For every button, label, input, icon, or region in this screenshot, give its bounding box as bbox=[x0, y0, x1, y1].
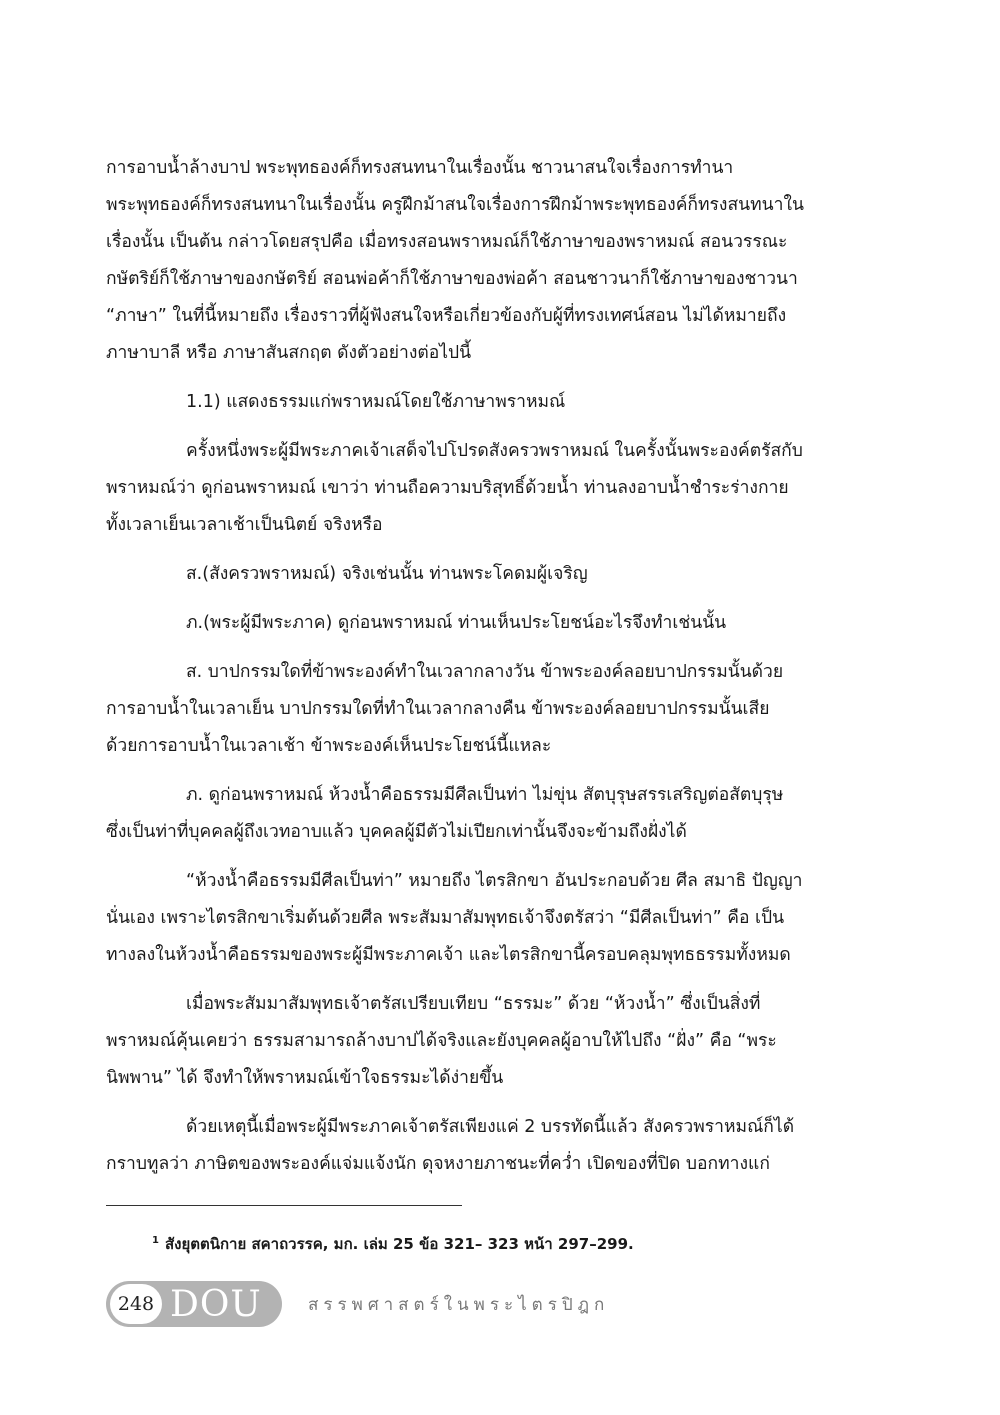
text-line: เรื่องนั้น เป็นต้น กล่าวโดยสรุปคือ เมื่อทรงสอนพราหมณ์ก็ใช้ภาษาของพราหมณ์ สอนวรรณะ bbox=[106, 232, 788, 252]
footnote-divider bbox=[106, 1205, 462, 1206]
text-line: กษัตริย์ก็ใช้ภาษาของกษัตริย์ สอนพ่อค้าก็ใช้ภาษาของพ่อค้า สอนชาวนาก็ใช้ภาษาของชาวนา bbox=[106, 269, 798, 289]
text-line: การอาบน้ำล้างบาป พระพุทธองค์ก็ทรงสนทนาในเรื่องนั้น ชาวนาสนใจเรื่องการทำนา bbox=[106, 158, 734, 178]
text-line: 1.1) แสดงธรรมแก่พราหมณ์โดยใช้ภาษาพราหมณ์ bbox=[186, 392, 566, 412]
text-line: เมื่อพระสัมมาสัมพุทธเจ้าตรัสเปรียบเทียบ “ธรรมะ” ด้วย “ห้วงน้ำ” ซึ่งเป็นสิ่งที่ bbox=[186, 994, 761, 1014]
text-line: การอาบน้ำในเวลาเย็น บาปกรรมใดที่ทำในเวลากลางคืน ข้าพระองค์ลอยบาปกรรมนั้นเสีย bbox=[106, 699, 770, 719]
text-line: ส. บาปกรรมใดที่ข้าพระองค์ทำในเวลากลางวัน ข้าพระองค์ลอยบาปกรรมนั้นด้วย bbox=[186, 662, 784, 682]
footnote-text: สังยุตตนิกาย สคาถวรรค, มก. เล่ม 25 ข้อ 321– 323 หน้า 297–299. bbox=[164, 1235, 634, 1253]
text-line: ทางลงในห้วงน้ำคือธรรมของพระผู้มีพระภาคเจ้า และไตรสิกขานี้ครอบคลุมพุทธธรรมทั้งหมด bbox=[106, 945, 791, 965]
page-number: 248 bbox=[110, 1284, 162, 1324]
footnote bbox=[152, 1232, 634, 1256]
footnote-marker: 1 bbox=[152, 1235, 159, 1246]
text-line: ภาษาบาลี หรือ ภาษาสันสกฤต ดังตัวอย่างต่อไปนี้ bbox=[106, 343, 472, 363]
paragraph bbox=[106, 605, 884, 642]
page-footer bbox=[106, 1280, 609, 1328]
paragraph bbox=[106, 654, 884, 765]
paragraph bbox=[106, 986, 884, 1097]
text-line: “ห้วงน้ำคือธรรมมีศีลเป็นท่า” หมายถึง ไตรสิกขา อันประกอบด้วย ศีล สมาธิ ปัญญา bbox=[186, 871, 803, 891]
dou-badge bbox=[106, 1281, 282, 1327]
text-line: ภ. ดูก่อนพราหมณ์ ห้วงน้ำคือธรรมมีศีลเป็นท่า ไม่ขุ่น สัตบุรุษสรรเสริญต่อสัตบุรุษ bbox=[186, 785, 784, 805]
text-line: ด้วยการอาบน้ำในเวลาเช้า ข้าพระองค์เห็นประโยชน์นี้แหละ bbox=[106, 736, 552, 756]
text-line: ภ.(พระผู้มีพระภาค) ดูก่อนพราหมณ์ ท่านเห็นประโยชน์อะไรจึงทำเช่นนั้น bbox=[186, 613, 727, 633]
paragraph bbox=[106, 433, 884, 544]
text-line: “ภาษา” ในที่นี้หมายถึง เรื่องราวที่ผู้ฟังสนใจหรือเกี่ยวข้องกับผู้ที่ทรงเทศน์สอน ไม่ได้หมายถึง bbox=[106, 306, 787, 326]
paragraph bbox=[106, 777, 884, 851]
dou-logo-text: DOU bbox=[170, 1283, 262, 1325]
text-line: ด้วยเหตุนี้เมื่อพระผู้มีพระภาคเจ้าตรัสเพียงแค่ 2 บรรทัดนี้แล้ว สังครวพราหมณ์ก็ได้ bbox=[186, 1117, 795, 1137]
text-line: พราหมณ์ว่า ดูก่อนพราหมณ์ เขาว่า ท่านถือความบริสุทธิ์ด้วยน้ำ ท่านลงอาบน้ำชำระร่างกาย bbox=[106, 478, 789, 498]
text-line: กราบทูลว่า ภาษิตของพระองค์แจ่มแจ้งนัก ดุจหงายภาชนะที่คว่ำ เปิดของที่ปิด บอกทางแก่ bbox=[106, 1154, 770, 1174]
paragraph bbox=[106, 556, 884, 593]
text-line: นั่นเอง เพราะไตรสิกขาเริ่มต้นด้วยศีล พระสัมมาสัมพุทธเจ้าจึงตรัสว่า “มีศีลเป็นท่า” คือ เป็น bbox=[106, 908, 785, 928]
body-text bbox=[106, 150, 884, 1195]
paragraph bbox=[106, 384, 884, 421]
text-line: ซึ่งเป็นท่าที่บุคคลผู้ถึงเวทอาบแล้ว บุคคลผู้มีตัวไม่เปียกเท่านั้นจึงจะข้ามถึงฝั่งได้ bbox=[106, 822, 687, 842]
text-line: ทั้งเวลาเย็นเวลาเช้าเป็นนิตย์ จริงหรือ bbox=[106, 515, 383, 535]
paragraph bbox=[106, 150, 884, 372]
text-line: พราหมณ์คุ้นเคยว่า ธรรมสามารถล้างบาปได้จริงและยังบุคคลผู้อาบให้ไปถึง “ฝั่ง” คือ “พระ bbox=[106, 1031, 777, 1051]
text-line: นิพพาน” ได้ จึงทำให้พราหมณ์เข้าใจธรรมะได้ง่ายขึ้น bbox=[106, 1068, 504, 1088]
paragraph bbox=[106, 1109, 884, 1183]
text-line: ครั้งหนึ่งพระผู้มีพระภาคเจ้าเสด็จไปโปรดสังครวพราหมณ์ ในครั้งนั้นพระองค์ตรัสกับ bbox=[186, 441, 803, 461]
paragraph bbox=[106, 863, 884, 974]
text-line: ส.(สังครวพราหมณ์) จริงเช่นนั้น ท่านพระโคดมผู้เจริญ bbox=[186, 564, 588, 584]
book-title: สรรพศาสตร์ในพระไตรปิฎก bbox=[308, 1294, 610, 1315]
text-line: พระพุทธองค์ก็ทรงสนทนาในเรื่องนั้น ครูฝึกม้าสนใจเรื่องการฝึกม้าพระพุทธองค์ก็ทรงสนทนาใน bbox=[106, 195, 804, 215]
